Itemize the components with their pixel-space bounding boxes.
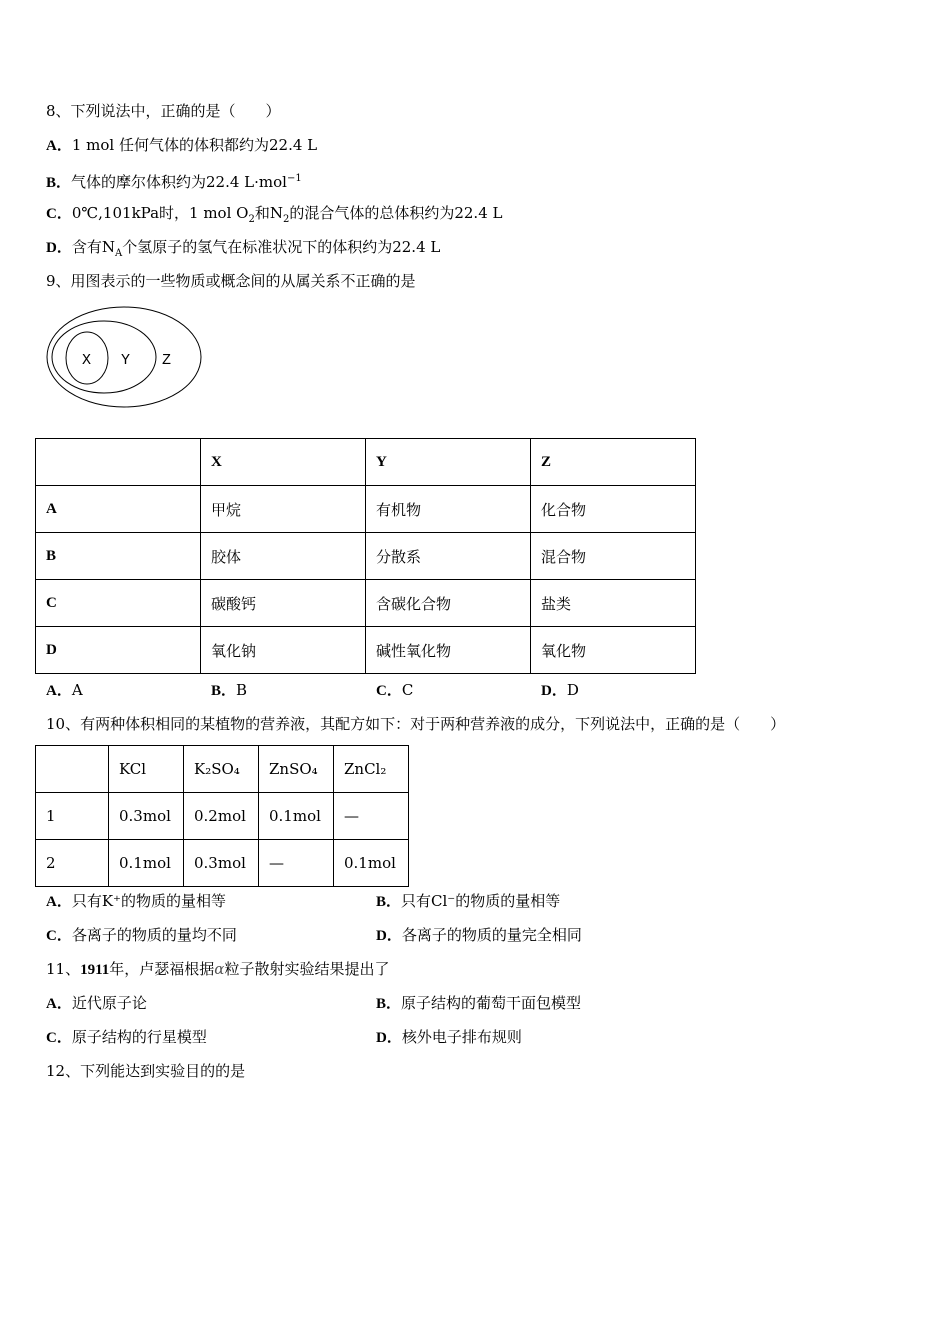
q10-table xyxy=(35,745,409,887)
table-cell: — xyxy=(334,793,409,840)
table-cell: 0.3mol xyxy=(109,793,184,840)
option-letter: D． xyxy=(46,240,72,256)
table-cell: 0.1mol xyxy=(259,793,334,840)
q10-option-a xyxy=(46,891,226,912)
option-letter: C． xyxy=(46,1030,72,1046)
table-row xyxy=(36,533,696,580)
label-y: Y xyxy=(121,352,131,369)
option-letter: B． xyxy=(46,175,72,191)
table-cell xyxy=(36,439,201,486)
q9-answer-c xyxy=(376,680,413,701)
superscript: −1 xyxy=(286,173,302,184)
option-text: B xyxy=(236,681,248,699)
option-text: 核外电子排布规则 xyxy=(401,1028,522,1046)
option-letter: C． xyxy=(46,206,72,222)
table-cell: D xyxy=(36,627,201,674)
table-cell: 0.1mol xyxy=(334,840,409,887)
option-text: A xyxy=(71,681,83,699)
table-cell: 混合物 xyxy=(531,533,696,580)
table-cell: 化合物 xyxy=(531,486,696,533)
option-letter: D． xyxy=(376,1030,402,1046)
table-cell: 胶体 xyxy=(201,533,366,580)
table-cell: K₂SO₄ xyxy=(184,746,259,793)
table-cell: 有机物 xyxy=(366,486,531,533)
q8-option-b xyxy=(46,169,302,193)
table-row xyxy=(36,793,409,840)
table-cell: 含碳化合物 xyxy=(366,580,531,627)
option-text: 原子结构的葡萄干面包模型 xyxy=(401,994,582,1012)
q8-option-d xyxy=(46,237,440,264)
table-cell: — xyxy=(259,840,334,887)
venn-diagram xyxy=(44,305,206,411)
option-letter: B． xyxy=(376,894,402,910)
table-cell: 甲烷 xyxy=(201,486,366,533)
q9-answer-d xyxy=(541,680,579,701)
subscript: 2 xyxy=(282,214,290,225)
q8-stem: 8、下列说法中，正确的是（ ） xyxy=(46,102,281,120)
table-row xyxy=(36,486,696,533)
table-cell: 0.1mol xyxy=(109,840,184,887)
table-cell: 2 xyxy=(36,840,109,887)
ellipse-y xyxy=(52,321,156,393)
q11-option-d xyxy=(376,1027,522,1048)
table-cell: A xyxy=(36,486,201,533)
q10-option-c xyxy=(46,925,237,946)
option-text: 近代原子论 xyxy=(71,994,147,1012)
table-cell: X xyxy=(201,439,366,486)
option-letter: A． xyxy=(46,996,72,1012)
q11-option-a xyxy=(46,993,147,1014)
q9-table xyxy=(35,438,696,674)
stem-text: 11、 xyxy=(46,960,81,978)
stem-text: 年，卢瑟福根据 xyxy=(109,960,215,978)
option-letter: A． xyxy=(46,683,72,699)
table-cell: 0.2mol xyxy=(184,793,259,840)
q10-stem: 10、有两种体积相同的某植物的营养液，其配方如下：对于两种营养液的成分，下列说法中，正确的是（ ） xyxy=(46,715,786,733)
table-header-row xyxy=(36,439,696,486)
option-text: 原子结构的行星模型 xyxy=(71,1028,207,1046)
year: 1911 xyxy=(80,962,110,978)
option-text: 各离子的物质的量均不同 xyxy=(71,926,237,944)
q11-option-b xyxy=(376,993,581,1014)
table-cell: 碳酸钙 xyxy=(201,580,366,627)
q10-option-d xyxy=(376,925,582,946)
q11-stem xyxy=(46,959,389,980)
label-z: Z xyxy=(162,352,172,369)
q11-option-c xyxy=(46,1027,207,1048)
q12-stem: 12、下列能达到实验目的的是 xyxy=(46,1062,246,1080)
table-cell: Z xyxy=(531,439,696,486)
subscript: A xyxy=(114,248,123,259)
subscript: 2 xyxy=(248,214,255,225)
option-text: 气体的摩尔体积约为22.4 L·mol xyxy=(71,173,287,191)
option-letter: C． xyxy=(46,928,72,944)
table-cell: 碱性氧化物 xyxy=(366,627,531,674)
q9-answer-a xyxy=(46,680,83,701)
option-text: 和N xyxy=(254,204,283,222)
table-header-row xyxy=(36,746,409,793)
option-text: C xyxy=(401,681,414,699)
option-text: 含有N xyxy=(71,238,115,256)
option-letter: D． xyxy=(376,928,402,944)
q9-stem: 9、用图表示的一些物质或概念间的从属关系不正确的是 xyxy=(46,272,416,290)
table-cell: ZnCl₂ xyxy=(334,746,409,793)
table-cell: 1 xyxy=(36,793,109,840)
q8-option-a xyxy=(46,135,317,156)
option-text: 个氢原子的氢气在标准状况下的体积约为22.4 L xyxy=(122,238,441,256)
label-x: X xyxy=(82,352,92,369)
option-text: 0℃,101kPa时，1 mol O xyxy=(71,204,249,222)
option-text: 只有K⁺的物质的量相等 xyxy=(71,892,226,910)
table-row xyxy=(36,580,696,627)
table-cell: 分散系 xyxy=(366,533,531,580)
q10-option-b xyxy=(376,891,560,912)
option-text: 各离子的物质的量完全相同 xyxy=(401,926,582,944)
option-letter: C． xyxy=(376,683,402,699)
stem-text: 粒子散射实验结果提出了 xyxy=(224,960,390,978)
table-cell: 0.3mol xyxy=(184,840,259,887)
table-cell: KCl xyxy=(109,746,184,793)
table-cell: Y xyxy=(366,439,531,486)
option-text: 的混合气体的总体积约为22.4 L xyxy=(289,204,503,222)
alpha-symbol: α xyxy=(214,960,225,978)
option-text: 只有Cl⁻的物质的量相等 xyxy=(401,892,561,910)
option-letter: D． xyxy=(541,683,567,699)
table-cell: ZnSO₄ xyxy=(259,746,334,793)
table-cell: 氧化钠 xyxy=(201,627,366,674)
table-cell: 盐类 xyxy=(531,580,696,627)
q9-answer-b xyxy=(211,680,247,701)
table-cell: B xyxy=(36,533,201,580)
option-letter: A． xyxy=(46,894,72,910)
option-text: D xyxy=(566,681,579,699)
table-cell: 氧化物 xyxy=(531,627,696,674)
q8-option-c xyxy=(46,203,502,230)
option-letter: B． xyxy=(376,996,402,1012)
table-cell: C xyxy=(36,580,201,627)
table-cell xyxy=(36,746,109,793)
option-letter: A． xyxy=(46,138,72,154)
table-row xyxy=(36,627,696,674)
table-row xyxy=(36,840,409,887)
option-letter: B． xyxy=(211,683,237,699)
option-text: 1 mol 任何气体的体积都约为22.4 L xyxy=(71,136,318,154)
